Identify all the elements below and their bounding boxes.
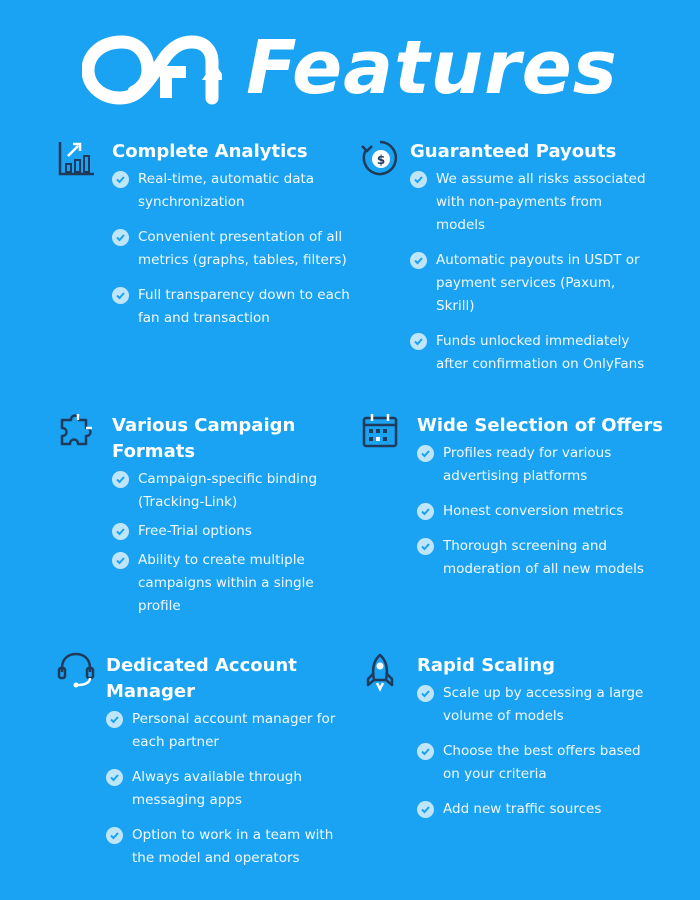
list-item: Profiles ready for various advertising platforms <box>417 442 647 488</box>
check-icon <box>106 769 123 786</box>
list-item: Option to work in a team with the model and operators <box>106 824 346 870</box>
list-item: Thorough screening and moderation of all new models <box>417 535 647 581</box>
puzzle-icon <box>56 410 96 450</box>
check-icon <box>417 538 434 555</box>
check-icon <box>112 287 129 304</box>
check-icon <box>106 827 123 844</box>
feature-title: Guaranteed Payouts <box>410 141 617 162</box>
check-icon <box>106 711 123 728</box>
feature-bullets <box>417 442 647 581</box>
feature-title: Dedicated Account Manager <box>106 655 297 702</box>
list-item: Ability to create multiple campaigns within a single profile <box>112 549 352 618</box>
feature-bullets <box>417 682 647 821</box>
header <box>0 18 700 118</box>
list-item: Always available through messaging apps <box>106 766 346 812</box>
headset-icon <box>56 650 96 690</box>
rocket-icon <box>360 652 400 692</box>
feature-title: Complete Analytics <box>112 141 308 162</box>
feature-title: Various Campaign Formats <box>112 415 296 462</box>
list-item: We assume all risks associated with non-payments from models <box>410 168 650 237</box>
list-item: Full transparency down to each fan and transaction <box>112 284 352 330</box>
list-item: Campaign-specific binding (Tracking-Link) <box>112 468 352 514</box>
check-icon <box>417 743 434 760</box>
list-item: Funds unlocked immediately after confirmation on OnlyFans <box>410 330 650 376</box>
check-icon <box>112 171 129 188</box>
check-icon <box>112 523 129 540</box>
check-icon <box>417 685 434 702</box>
check-icon <box>112 552 129 569</box>
list-item: Free-Trial options <box>112 520 352 543</box>
brand-logo <box>82 28 222 108</box>
feature-title: Wide Selection of Offers <box>417 415 663 436</box>
page-title: Features <box>246 25 618 111</box>
check-icon <box>417 445 434 462</box>
analytics-chart-icon <box>56 138 96 178</box>
check-icon <box>410 252 427 269</box>
list-item: Choose the best offers based on your criteria <box>417 740 647 786</box>
list-item: Automatic payouts in USDT or payment services (Paxum, Skrill) <box>410 249 650 318</box>
list-item: Convenient presentation of all metrics (graphs, tables, filters) <box>112 226 352 272</box>
check-icon <box>112 471 129 488</box>
payout-coin-icon <box>360 138 400 178</box>
list-item: Honest conversion metrics <box>417 500 647 523</box>
svg-text:$: $ <box>376 153 386 167</box>
calendar-grid-icon <box>360 410 400 450</box>
list-item: Real-time, automatic data synchronization <box>112 168 352 214</box>
feature-title: Rapid Scaling <box>417 655 556 676</box>
check-icon <box>410 333 427 350</box>
list-item: Add new traffic sources <box>417 798 647 821</box>
check-icon <box>112 229 129 246</box>
feature-bullets <box>112 468 352 618</box>
feature-bullets <box>112 168 352 330</box>
check-icon <box>417 503 434 520</box>
feature-bullets <box>410 168 650 376</box>
list-item: Scale up by accessing a large volume of models <box>417 682 647 728</box>
list-item: Personal account manager for each partner <box>106 708 346 754</box>
check-icon <box>410 171 427 188</box>
feature-bullets <box>106 708 346 870</box>
check-icon <box>417 801 434 818</box>
